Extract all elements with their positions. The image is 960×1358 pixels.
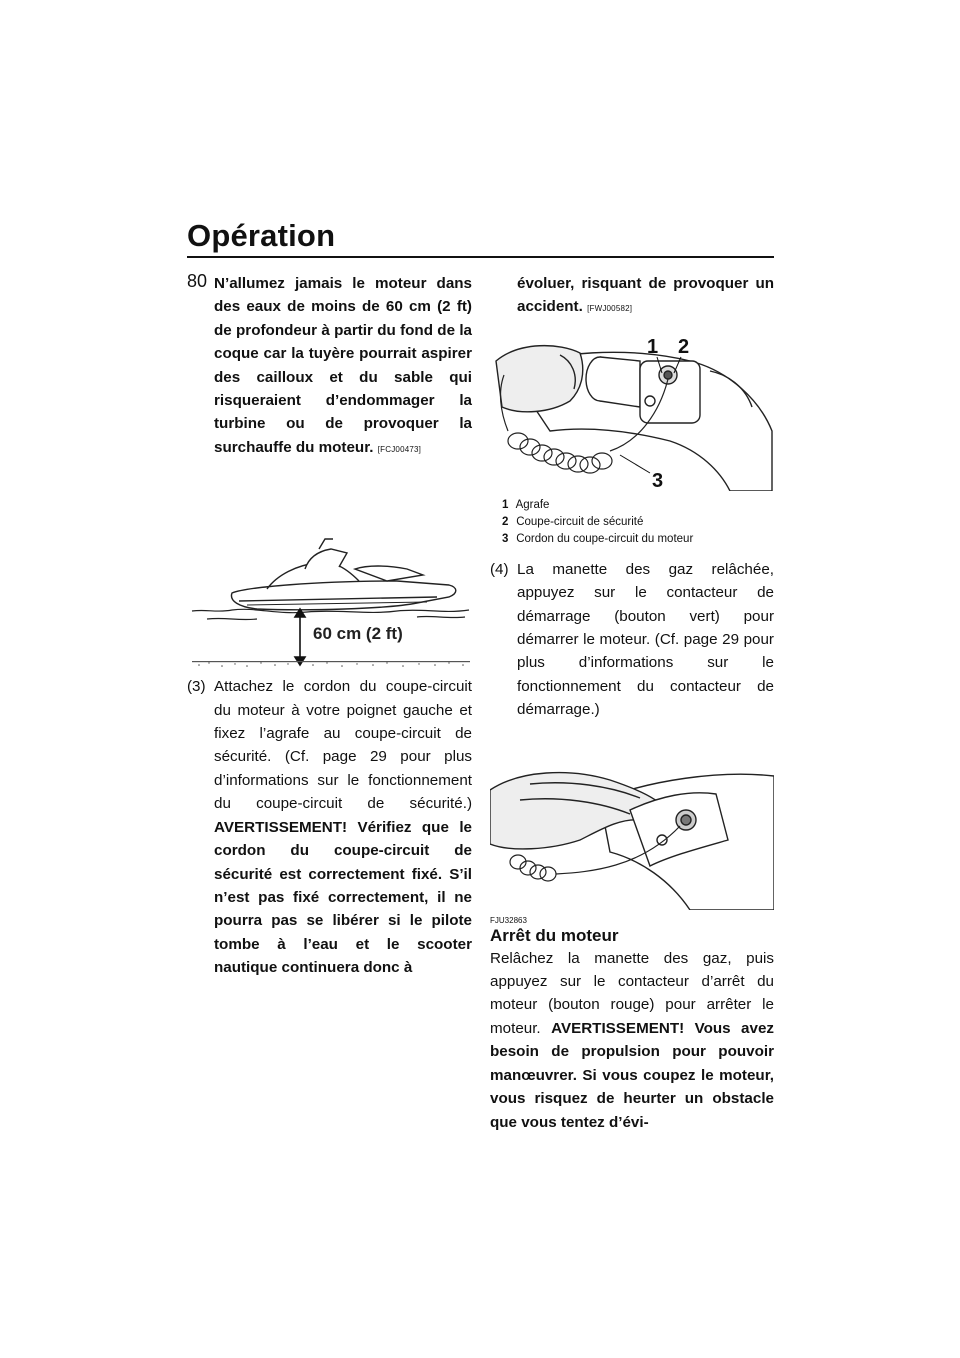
- step-3: [187, 675, 472, 979]
- legend-item: 1 Agrafe: [502, 498, 550, 511]
- legend-item: 3 Cordon du coupe-circuit du moteur: [502, 532, 694, 545]
- callout-2: 2: [678, 335, 690, 358]
- callout-1: 1: [647, 335, 659, 358]
- depth-label: 60 cm (2 ft): [313, 624, 403, 644]
- step-3-text: Attachez le cordon du coupe-circuit du moteur à votre poignet gauche et fixez l’agrafe au coupe-circuit de sécurité. (Cf. page 29 pour plus d’informations sur le fonctionnement du coupe-circuit de sécurité.): [214, 678, 472, 813]
- title-rule: [187, 256, 774, 258]
- page-number: 80: [187, 271, 208, 291]
- caution-text: N’allumez jamais le moteur dans des eaux de moins de 60 cm (2 ft) de profondeur à partir du fond de la coque car la tuyère pourrait aspirer des cailloux et du sable qui risqueraient d’endommager la turbine ou de provoquer la surchauffe du moteur.: [214, 275, 472, 456]
- section-text: Relâchez la manette des gaz, puis appuyez sur le contacteur d’arrêt du moteur (bouton rouge) pour arrêter le moteur.: [490, 949, 774, 1037]
- right-column: [490, 272, 774, 1134]
- caution-paragraph: [187, 272, 472, 461]
- step-3-warning: AVERTISSEMENT! Vérifiez que le cordon du coupe-circuit de sécurité est correctement fixé. S’il n’est pas fixé correctement, il ne pourra pas se libérer si le pilote tombe à l’eau et le scooter nautique continuera donc à: [214, 818, 472, 977]
- section-heading: Arrêt du moteur: [490, 925, 619, 945]
- page-title: Opération: [187, 218, 336, 253]
- section-warning: AVERTISSEMENT! Vous avez besoin de propulsion pour pouvoir manœuvrer. Si vous coupez le moteur, vous risquez de heurter un obstacle que vous tentez d’évi-: [490, 1019, 774, 1131]
- callout-3: 3: [652, 469, 664, 491]
- left-column: [187, 272, 472, 980]
- step-4-text: La manette des gaz relâchée, appuyez sur le contacteur de démarrage (bouton vert) pour démarrer le moteur. (Cf. page 29 pour plus d’informations sur le fonctionnement du contacteur de démarrage.): [517, 560, 774, 719]
- warning-continued-text: évoluer, risquant de provoquer un accident.: [517, 275, 774, 316]
- warning-code: [FWJ00582]: [587, 304, 633, 314]
- start-button-illustration: [490, 740, 774, 910]
- section-code: FJU32863: [490, 915, 527, 925]
- warning-continued-paragraph: [490, 272, 774, 321]
- legend-item: 2 Coupe-circuit de sécurité: [502, 515, 644, 528]
- step-4: [490, 558, 774, 722]
- lanyard-clip-illustration: [490, 331, 774, 491]
- section-paragraph: [490, 947, 774, 1134]
- step-4-number: (4): [490, 560, 509, 578]
- figure-legend: [502, 497, 774, 548]
- jetski-depth-illustration: [187, 469, 472, 667]
- caution-code: [FCJ00473]: [377, 444, 422, 454]
- step-3-number: (3): [187, 678, 206, 696]
